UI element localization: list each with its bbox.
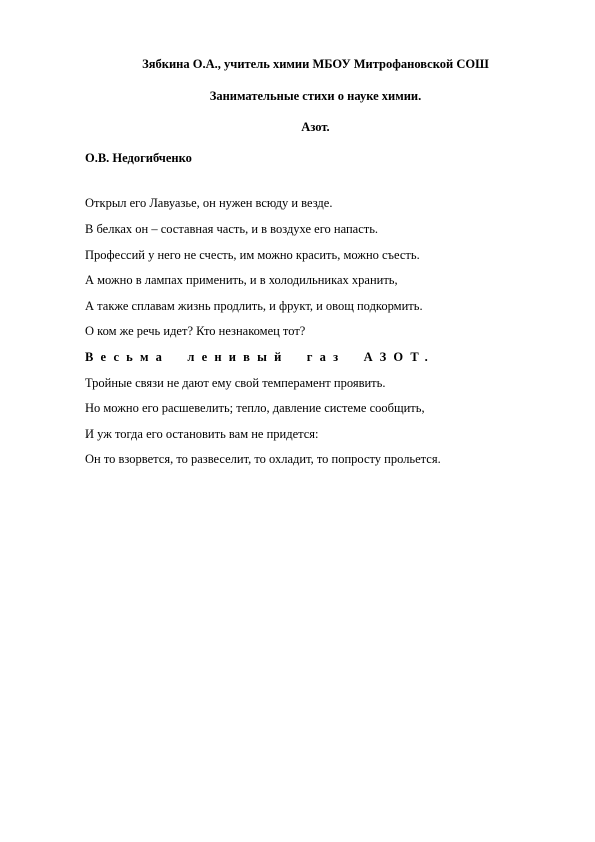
verse-line: А можно в лампах применить, и в холодильниках хранить, — [85, 273, 398, 287]
header-author: Зябкина О.А., учитель химии МБОУ Митрофановской СОШ — [142, 57, 489, 71]
verse-line: О ком же речь идет? Кто незнакомец тот? — [85, 324, 306, 338]
document-subtitle: Занимательные стихи о науке химии. — [209, 89, 422, 103]
verse-line: И уж тогда его остановить вам не придется: — [85, 427, 319, 441]
verse-line: Профессий у него не счесть, им можно красить, можно съесть. — [85, 248, 420, 262]
verse-line: Тройные связи не дают ему свой темперамент проявить. — [85, 376, 386, 390]
verse-line: А также сплавам жизнь продлить, и фрукт, и овощ подкормить. — [85, 299, 423, 313]
emphasized-line: Весьма ленивый газ АЗОТ. — [85, 350, 435, 364]
verse-line: Он то взорвется, то развеселит, то охладит, то попросту прольется. — [85, 452, 441, 466]
poem-author: О.В. Недогибченко — [85, 151, 192, 165]
verse-line: Но можно его расшевелить; тепло, давление системе сообщить, — [85, 401, 425, 415]
verse-line: В белках он – составная часть, и в воздухе его напасть. — [85, 222, 379, 236]
poem-title: Азот. — [301, 120, 330, 134]
verse-line: Открыл его Лавуазье, он нужен всюду и везде. — [85, 196, 333, 210]
